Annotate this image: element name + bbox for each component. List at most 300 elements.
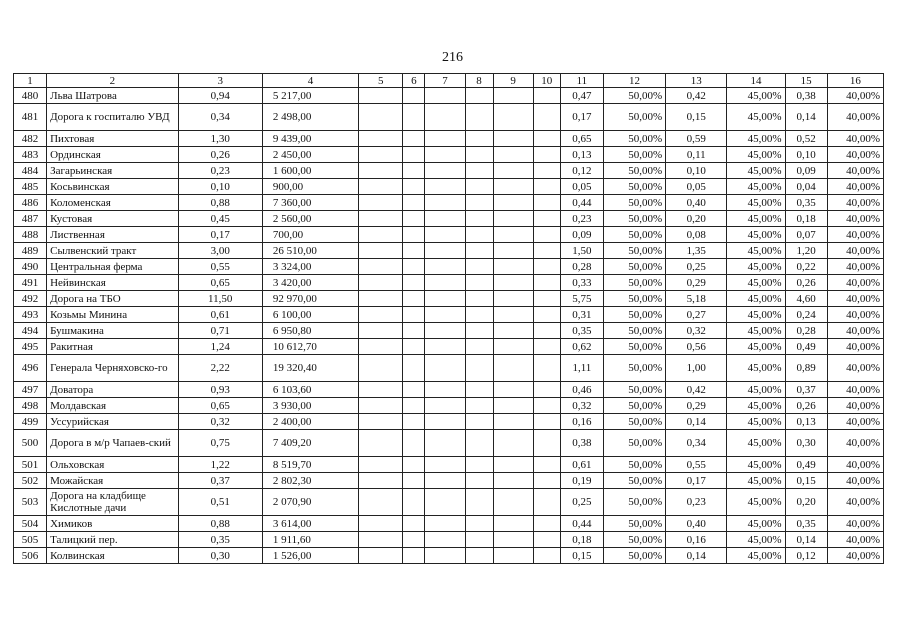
empty-cell <box>465 259 493 275</box>
street-name: Нейвинская <box>47 275 178 291</box>
column-header: 8 <box>465 74 493 88</box>
table-row <box>14 275 884 291</box>
empty-cell <box>403 195 425 211</box>
column-header: 13 <box>666 74 727 88</box>
empty-cell <box>493 516 533 532</box>
area-value: 1 600,00 <box>262 163 358 179</box>
empty-cell <box>403 339 425 355</box>
street-name: Генерала Черняховско-го <box>47 355 178 382</box>
street-name: Коломенская <box>47 195 178 211</box>
length-value: 0,23 <box>178 163 262 179</box>
area-value: 6 103,60 <box>262 382 358 398</box>
length-value: 0,88 <box>178 516 262 532</box>
row-number: 495 <box>14 339 47 355</box>
empty-cell <box>493 131 533 147</box>
column-header: 14 <box>727 74 785 88</box>
empty-cell <box>359 339 403 355</box>
percent-col-14: 45,00% <box>727 398 785 414</box>
empty-cell <box>493 147 533 163</box>
percent-col-12: 50,00% <box>603 131 665 147</box>
percent-col-12: 50,00% <box>603 179 665 195</box>
row-number: 497 <box>14 382 47 398</box>
value-col-15: 0,12 <box>785 548 827 564</box>
percent-col-16: 40,00% <box>827 104 883 131</box>
empty-cell <box>533 227 560 243</box>
percent-col-14: 45,00% <box>727 243 785 259</box>
column-header: 7 <box>425 74 465 88</box>
length-value: 0,32 <box>178 414 262 430</box>
value-col-13: 5,18 <box>666 291 727 307</box>
percent-col-12: 50,00% <box>603 457 665 473</box>
column-header: 4 <box>262 74 358 88</box>
value-col-13: 0,40 <box>666 195 727 211</box>
percent-col-14: 45,00% <box>727 259 785 275</box>
table-row <box>14 227 884 243</box>
percent-col-16: 40,00% <box>827 430 883 457</box>
empty-cell <box>465 532 493 548</box>
percent-col-16: 40,00% <box>827 88 883 104</box>
empty-cell <box>425 179 465 195</box>
area-value: 9 439,00 <box>262 131 358 147</box>
empty-cell <box>359 163 403 179</box>
row-number: 480 <box>14 88 47 104</box>
value-col-13: 0,14 <box>666 414 727 430</box>
value-col-13: 0,23 <box>666 489 727 516</box>
row-number: 504 <box>14 516 47 532</box>
area-value: 2 070,90 <box>262 489 358 516</box>
value-col-11: 0,23 <box>560 211 603 227</box>
percent-col-12: 50,00% <box>603 259 665 275</box>
empty-cell <box>359 382 403 398</box>
empty-cell <box>403 243 425 259</box>
length-value: 0,17 <box>178 227 262 243</box>
empty-cell <box>465 355 493 382</box>
empty-cell <box>403 414 425 430</box>
value-col-15: 0,09 <box>785 163 827 179</box>
row-number: 482 <box>14 131 47 147</box>
percent-col-14: 45,00% <box>727 382 785 398</box>
empty-cell <box>493 211 533 227</box>
row-number: 494 <box>14 323 47 339</box>
percent-col-14: 45,00% <box>727 532 785 548</box>
area-value: 3 324,00 <box>262 259 358 275</box>
empty-cell <box>425 307 465 323</box>
empty-cell <box>425 259 465 275</box>
value-col-15: 0,49 <box>785 339 827 355</box>
empty-cell <box>359 398 403 414</box>
empty-cell <box>403 323 425 339</box>
percent-col-16: 40,00% <box>827 163 883 179</box>
percent-col-12: 50,00% <box>603 88 665 104</box>
value-col-13: 0,40 <box>666 516 727 532</box>
value-col-15: 0,37 <box>785 382 827 398</box>
row-number: 491 <box>14 275 47 291</box>
empty-cell <box>425 163 465 179</box>
empty-cell <box>403 179 425 195</box>
empty-cell <box>359 227 403 243</box>
empty-cell <box>425 548 465 564</box>
area-value: 26 510,00 <box>262 243 358 259</box>
percent-col-12: 50,00% <box>603 195 665 211</box>
percent-col-14: 45,00% <box>727 104 785 131</box>
percent-col-12: 50,00% <box>603 382 665 398</box>
value-col-13: 0,34 <box>666 430 727 457</box>
percent-col-16: 40,00% <box>827 489 883 516</box>
empty-cell <box>403 532 425 548</box>
street-name: Дорога к госпиталю УВД <box>47 104 178 131</box>
value-col-15: 0,24 <box>785 307 827 323</box>
empty-cell <box>425 489 465 516</box>
value-col-15: 0,35 <box>785 195 827 211</box>
area-value: 2 450,00 <box>262 147 358 163</box>
percent-col-12: 50,00% <box>603 147 665 163</box>
length-value: 1,22 <box>178 457 262 473</box>
percent-col-12: 50,00% <box>603 548 665 564</box>
empty-cell <box>533 489 560 516</box>
column-header: 5 <box>359 74 403 88</box>
empty-cell <box>465 131 493 147</box>
value-col-11: 0,35 <box>560 323 603 339</box>
table-row <box>14 414 884 430</box>
empty-cell <box>425 275 465 291</box>
percent-col-14: 45,00% <box>727 291 785 307</box>
row-number: 481 <box>14 104 47 131</box>
value-col-13: 0,29 <box>666 398 727 414</box>
percent-col-16: 40,00% <box>827 195 883 211</box>
length-value: 0,71 <box>178 323 262 339</box>
value-col-15: 0,10 <box>785 147 827 163</box>
value-col-15: 0,26 <box>785 275 827 291</box>
percent-col-14: 45,00% <box>727 414 785 430</box>
empty-cell <box>403 291 425 307</box>
empty-cell <box>403 227 425 243</box>
value-col-11: 0,16 <box>560 414 603 430</box>
row-number: 499 <box>14 414 47 430</box>
empty-cell <box>533 88 560 104</box>
empty-cell <box>465 457 493 473</box>
empty-cell <box>425 195 465 211</box>
value-col-15: 0,15 <box>785 473 827 489</box>
value-col-13: 0,15 <box>666 104 727 131</box>
percent-col-12: 50,00% <box>603 243 665 259</box>
empty-cell <box>403 457 425 473</box>
empty-cell <box>465 548 493 564</box>
empty-cell <box>533 430 560 457</box>
empty-cell <box>465 227 493 243</box>
street-name: Ольховская <box>47 457 178 473</box>
row-number: 503 <box>14 489 47 516</box>
percent-col-12: 50,00% <box>603 323 665 339</box>
empty-cell <box>359 179 403 195</box>
row-number: 487 <box>14 211 47 227</box>
value-col-15: 0,49 <box>785 457 827 473</box>
percent-col-14: 45,00% <box>727 307 785 323</box>
empty-cell <box>425 430 465 457</box>
length-value: 0,94 <box>178 88 262 104</box>
empty-cell <box>359 243 403 259</box>
percent-col-14: 45,00% <box>727 457 785 473</box>
empty-cell <box>533 457 560 473</box>
value-col-11: 0,28 <box>560 259 603 275</box>
percent-col-14: 45,00% <box>727 355 785 382</box>
empty-cell <box>359 211 403 227</box>
empty-cell <box>359 147 403 163</box>
value-col-15: 0,30 <box>785 430 827 457</box>
value-col-13: 0,17 <box>666 473 727 489</box>
empty-cell <box>493 323 533 339</box>
percent-col-14: 45,00% <box>727 323 785 339</box>
area-value: 19 320,40 <box>262 355 358 382</box>
column-header: 16 <box>827 74 883 88</box>
empty-cell <box>425 457 465 473</box>
row-number: 506 <box>14 548 47 564</box>
page-number: 216 <box>442 50 463 65</box>
value-col-15: 0,13 <box>785 414 827 430</box>
row-number: 501 <box>14 457 47 473</box>
percent-col-12: 50,00% <box>603 355 665 382</box>
length-value: 0,93 <box>178 382 262 398</box>
area-value: 1 526,00 <box>262 548 358 564</box>
value-col-11: 0,17 <box>560 104 603 131</box>
empty-cell <box>493 104 533 131</box>
table-row <box>14 291 884 307</box>
value-col-11: 0,61 <box>560 457 603 473</box>
percent-col-12: 50,00% <box>603 516 665 532</box>
percent-col-16: 40,00% <box>827 355 883 382</box>
street-name: Дорога на кладбище Кислотные дачи <box>47 489 178 516</box>
percent-col-12: 50,00% <box>603 473 665 489</box>
empty-cell <box>403 548 425 564</box>
length-value: 0,30 <box>178 548 262 564</box>
percent-col-16: 40,00% <box>827 339 883 355</box>
value-col-11: 0,65 <box>560 131 603 147</box>
length-value: 0,37 <box>178 473 262 489</box>
value-col-11: 1,11 <box>560 355 603 382</box>
area-value: 7 409,20 <box>262 430 358 457</box>
table-row <box>14 382 884 398</box>
empty-cell <box>493 275 533 291</box>
percent-col-14: 45,00% <box>727 147 785 163</box>
value-col-13: 0,16 <box>666 532 727 548</box>
empty-cell <box>359 88 403 104</box>
percent-col-16: 40,00% <box>827 131 883 147</box>
empty-cell <box>359 414 403 430</box>
empty-cell <box>493 414 533 430</box>
empty-cell <box>493 195 533 211</box>
value-col-15: 0,52 <box>785 131 827 147</box>
table-row <box>14 243 884 259</box>
row-number: 493 <box>14 307 47 323</box>
empty-cell <box>493 291 533 307</box>
empty-cell <box>465 489 493 516</box>
empty-cell <box>359 131 403 147</box>
empty-cell <box>533 163 560 179</box>
row-number: 496 <box>14 355 47 382</box>
table-row <box>14 88 884 104</box>
value-col-15: 0,04 <box>785 179 827 195</box>
column-header: 15 <box>785 74 827 88</box>
empty-cell <box>493 259 533 275</box>
length-value: 1,30 <box>178 131 262 147</box>
empty-cell <box>359 291 403 307</box>
length-value: 0,45 <box>178 211 262 227</box>
empty-cell <box>403 147 425 163</box>
empty-cell <box>359 195 403 211</box>
empty-cell <box>533 291 560 307</box>
empty-cell <box>425 323 465 339</box>
value-col-11: 1,50 <box>560 243 603 259</box>
empty-cell <box>425 211 465 227</box>
row-number: 484 <box>14 163 47 179</box>
value-col-15: 0,14 <box>785 532 827 548</box>
value-col-11: 0,47 <box>560 88 603 104</box>
table-row <box>14 211 884 227</box>
empty-cell <box>493 355 533 382</box>
percent-col-14: 45,00% <box>727 516 785 532</box>
table-row <box>14 339 884 355</box>
row-number: 502 <box>14 473 47 489</box>
empty-cell <box>403 516 425 532</box>
empty-cell <box>465 307 493 323</box>
empty-cell <box>403 211 425 227</box>
length-value: 0,61 <box>178 307 262 323</box>
table-row <box>14 516 884 532</box>
street-name: Колвинская <box>47 548 178 564</box>
percent-col-16: 40,00% <box>827 548 883 564</box>
row-number: 486 <box>14 195 47 211</box>
percent-col-16: 40,00% <box>827 382 883 398</box>
street-name: Лиственная <box>47 227 178 243</box>
empty-cell <box>359 489 403 516</box>
empty-cell <box>493 430 533 457</box>
empty-cell <box>493 532 533 548</box>
value-col-13: 0,56 <box>666 339 727 355</box>
empty-cell <box>533 355 560 382</box>
street-name: Бушмакина <box>47 323 178 339</box>
length-value: 0,88 <box>178 195 262 211</box>
empty-cell <box>533 414 560 430</box>
empty-cell <box>533 307 560 323</box>
area-value: 5 217,00 <box>262 88 358 104</box>
empty-cell <box>533 211 560 227</box>
empty-cell <box>359 307 403 323</box>
row-number: 485 <box>14 179 47 195</box>
empty-cell <box>493 473 533 489</box>
percent-col-16: 40,00% <box>827 473 883 489</box>
street-name: Талицкий пер. <box>47 532 178 548</box>
row-number: 505 <box>14 532 47 548</box>
empty-cell <box>359 430 403 457</box>
length-value: 0,51 <box>178 489 262 516</box>
empty-cell <box>465 163 493 179</box>
percent-col-12: 50,00% <box>603 489 665 516</box>
value-col-13: 0,08 <box>666 227 727 243</box>
empty-cell <box>493 243 533 259</box>
empty-cell <box>425 291 465 307</box>
value-col-11: 0,44 <box>560 516 603 532</box>
value-col-13: 0,59 <box>666 131 727 147</box>
empty-cell <box>465 382 493 398</box>
area-value: 8 519,70 <box>262 457 358 473</box>
table-row <box>14 307 884 323</box>
percent-col-12: 50,00% <box>603 532 665 548</box>
empty-cell <box>403 307 425 323</box>
empty-cell <box>425 243 465 259</box>
empty-cell <box>493 489 533 516</box>
table-row <box>14 457 884 473</box>
column-header: 11 <box>560 74 603 88</box>
table-row <box>14 131 884 147</box>
area-value: 10 612,70 <box>262 339 358 355</box>
length-value: 11,50 <box>178 291 262 307</box>
table-row <box>14 323 884 339</box>
percent-col-16: 40,00% <box>827 275 883 291</box>
value-col-13: 1,35 <box>666 243 727 259</box>
street-name: Уссурийская <box>47 414 178 430</box>
percent-col-14: 45,00% <box>727 131 785 147</box>
length-value: 2,22 <box>178 355 262 382</box>
empty-cell <box>533 532 560 548</box>
value-col-13: 0,10 <box>666 163 727 179</box>
value-col-15: 0,28 <box>785 323 827 339</box>
empty-cell <box>425 414 465 430</box>
empty-cell <box>425 532 465 548</box>
empty-cell <box>533 104 560 131</box>
empty-cell <box>465 414 493 430</box>
value-col-11: 0,46 <box>560 382 603 398</box>
percent-col-16: 40,00% <box>827 532 883 548</box>
length-value: 0,35 <box>178 532 262 548</box>
value-col-15: 0,22 <box>785 259 827 275</box>
percent-col-16: 40,00% <box>827 516 883 532</box>
street-name: Центральная ферма <box>47 259 178 275</box>
empty-cell <box>465 104 493 131</box>
percent-col-14: 45,00% <box>727 430 785 457</box>
percent-col-16: 40,00% <box>827 147 883 163</box>
empty-cell <box>533 473 560 489</box>
area-value: 3 930,00 <box>262 398 358 414</box>
percent-col-16: 40,00% <box>827 291 883 307</box>
empty-cell <box>425 339 465 355</box>
value-col-11: 5,75 <box>560 291 603 307</box>
empty-cell <box>465 195 493 211</box>
empty-cell <box>359 323 403 339</box>
empty-cell <box>465 147 493 163</box>
street-name: Сылвенский тракт <box>47 243 178 259</box>
empty-cell <box>493 398 533 414</box>
empty-cell <box>403 259 425 275</box>
value-col-13: 0,42 <box>666 88 727 104</box>
empty-cell <box>403 131 425 147</box>
row-number: 488 <box>14 227 47 243</box>
percent-col-14: 45,00% <box>727 88 785 104</box>
empty-cell <box>493 88 533 104</box>
empty-cell <box>533 382 560 398</box>
column-header: 12 <box>603 74 665 88</box>
empty-cell <box>533 147 560 163</box>
value-col-13: 0,55 <box>666 457 727 473</box>
empty-cell <box>533 516 560 532</box>
empty-cell <box>493 227 533 243</box>
data-table <box>13 73 884 564</box>
row-number: 490 <box>14 259 47 275</box>
area-value: 2 498,00 <box>262 104 358 131</box>
empty-cell <box>493 179 533 195</box>
table-row <box>14 163 884 179</box>
row-number: 500 <box>14 430 47 457</box>
value-col-11: 0,44 <box>560 195 603 211</box>
empty-cell <box>359 457 403 473</box>
